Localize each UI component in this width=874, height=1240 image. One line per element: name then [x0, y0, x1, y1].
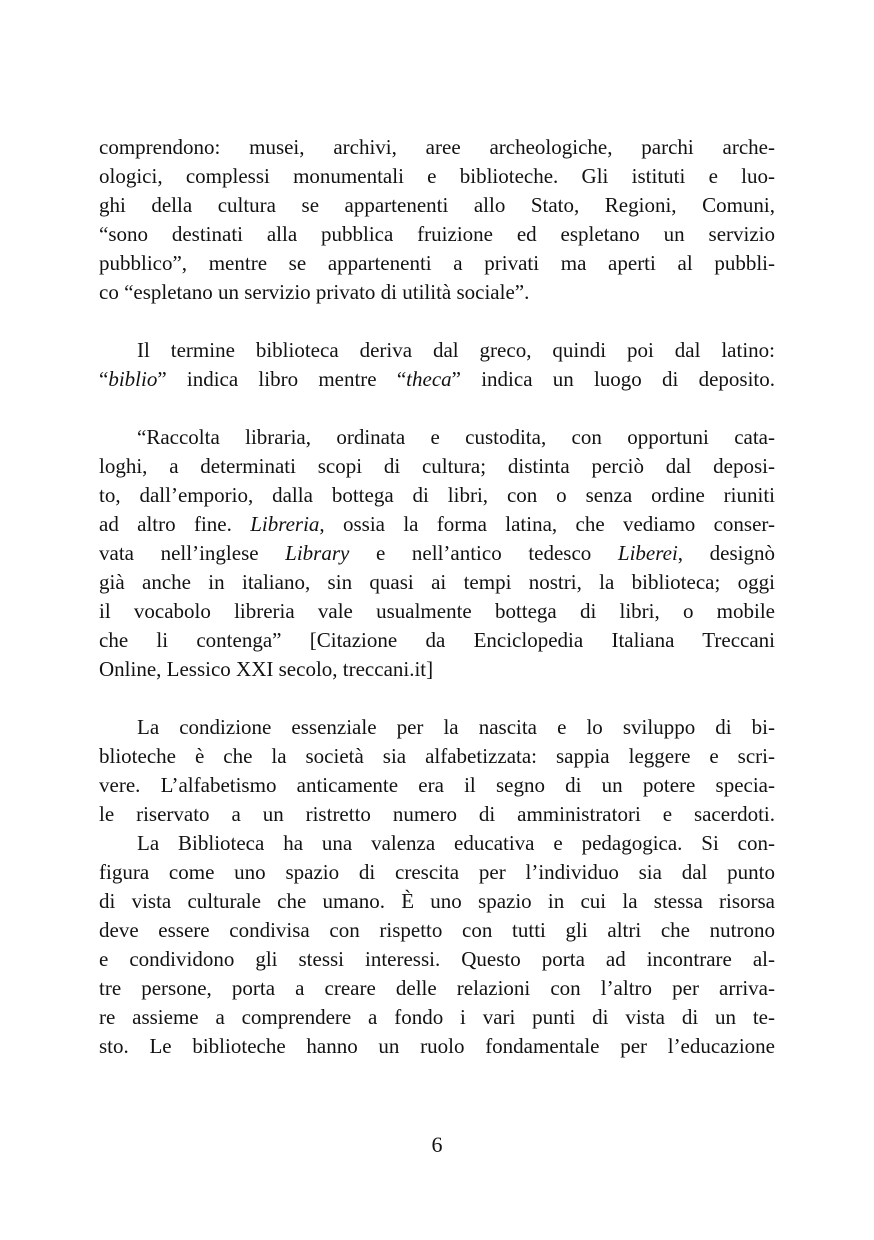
text-line: le riservato a un ristretto numero di amministratori e sacerdoti.	[99, 802, 775, 826]
text-line: ghi della cultura se appartenenti allo Stato, Regioni, Comuni,	[99, 193, 775, 217]
text-line: vere. L’alfabetismo anticamente era il segno di un potere specia-	[99, 773, 775, 797]
text-line: comprendono: musei, archivi, aree archeologiche, parchi arche-	[99, 135, 775, 159]
text-line: “Raccolta libraria, ordinata e custodita, con opportuni cata-	[137, 425, 775, 449]
text-line: Il termine biblioteca deriva dal greco, quindi poi dal latino:	[137, 338, 775, 362]
text-line: “sono destinati alla pubblica fruizione ed espletano un servizio	[99, 222, 775, 246]
text-line: che li contenga” [Citazione da Enciclopedia Italiana Treccani	[99, 628, 775, 652]
text-line: co “espletano un servizio privato di utilità sociale”.	[99, 280, 530, 304]
text-line: figura come uno spazio di crescita per l’individuo sia dal punto	[99, 860, 775, 884]
text-line: sto. Le biblioteche hanno un ruolo fondamentale per l’educazione	[99, 1034, 775, 1058]
text-line: e condividono gli stessi interessi. Questo porta ad incontrare al-	[99, 947, 775, 971]
paragraph	[99, 829, 775, 1061]
text-line: di vista culturale che umano. È uno spazio in cui la stessa risorsa	[99, 889, 775, 913]
text-line: blioteche è che la società sia alfabetizzata: sappia leggere e scri-	[99, 744, 775, 768]
text-line: to, dall’emporio, dalla bottega di libri, con o senza ordine riuniti	[99, 483, 775, 507]
paragraph	[99, 133, 775, 307]
text-line: loghi, a determinati scopi di cultura; distinta perciò dal deposi-	[99, 454, 775, 478]
text-line: deve essere condivisa con rispetto con tutti gli altri che nutrono	[99, 918, 775, 942]
text-line: La condizione essenziale per la nascita e lo sviluppo di bi-	[137, 715, 775, 739]
text-line: ologici, complessi monumentali e biblioteche. Gli istituti e luo-	[99, 164, 775, 188]
page-number: 6	[431, 1132, 443, 1157]
text-line: già anche in italiano, sin quasi ai tempi nostri, la biblioteca; oggi	[99, 570, 775, 594]
text-line: re assieme a comprendere a fondo i vari punti di vista di un te-	[99, 1005, 775, 1029]
text-line: il vocabolo libreria vale usualmente bottega di libri, o mobile	[99, 599, 775, 623]
paragraph	[99, 423, 775, 684]
text-line: Online, Lessico XXI secolo, treccani.it]	[99, 657, 434, 681]
text-line: tre persone, porta a creare delle relazioni con l’altro per arriva-	[99, 976, 775, 1000]
paragraph	[99, 336, 775, 394]
text-line: vata nell’inglese Library e nell’antico tedesco Liberei, designò	[99, 541, 775, 565]
text-line: ad altro fine. Libreria, ossia la forma latina, che vediamo conser-	[99, 512, 775, 536]
text-block	[99, 133, 775, 1061]
text-line: La Biblioteca ha una valenza educativa e pedagogica. Si con-	[137, 831, 775, 855]
text-line: pubblico”, mentre se appartenenti a privati ma aperti al pubbli-	[99, 251, 775, 275]
text-line: “biblio” indica libro mentre “theca” indica un luogo di deposito.	[99, 367, 775, 391]
paragraph	[99, 713, 775, 829]
